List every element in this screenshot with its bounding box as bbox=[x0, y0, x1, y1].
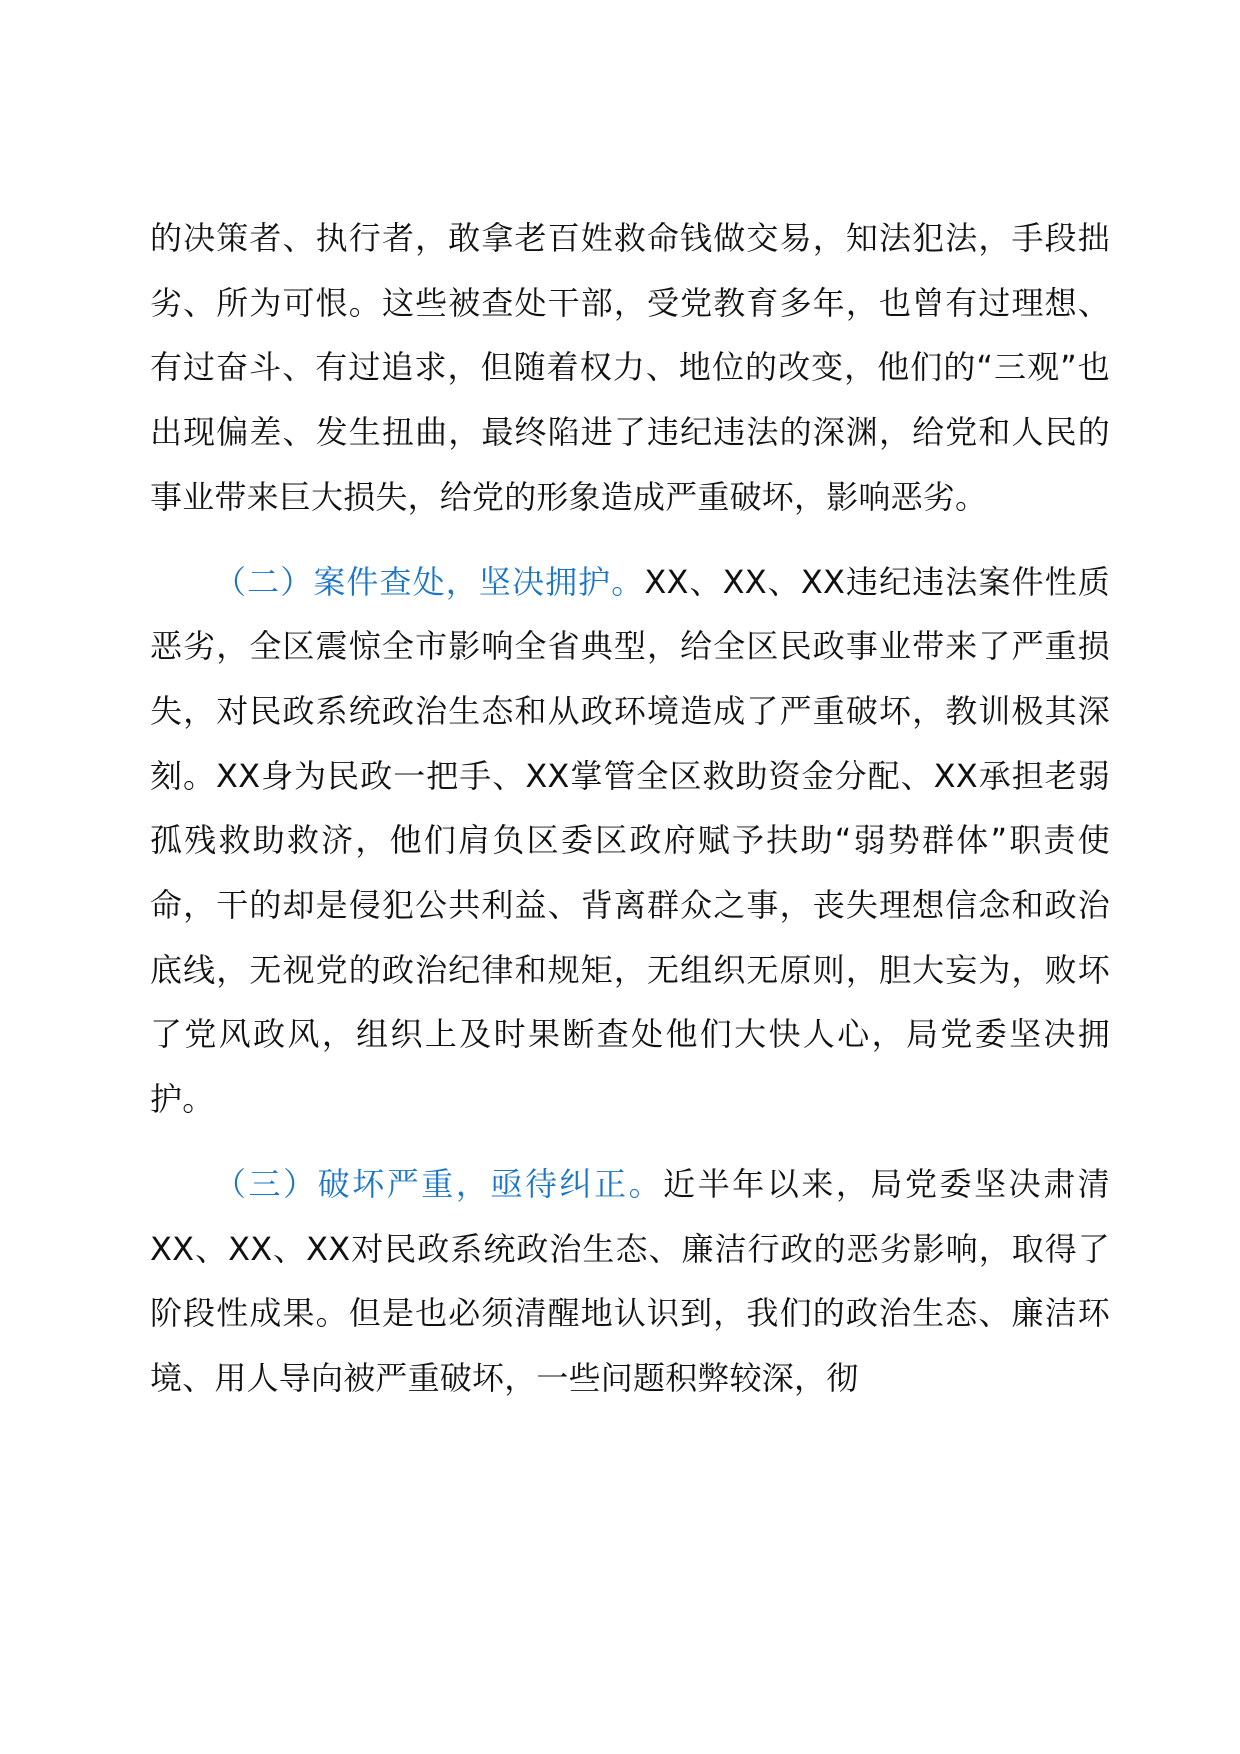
paragraph-gap bbox=[150, 1132, 1110, 1152]
paragraph-continuation bbox=[150, 206, 1110, 530]
section-3-body: 近半年以来，局党委坚决肃清XX、XX、XX对民政系统政治生态、廉洁行政的恶劣影响，取得了阶段性成果。但是也必须清醒地认识到，我们的政治生态、廉洁环境、用人导向被严重破坏，一些问题积弊较深，彻 bbox=[150, 1164, 1110, 1397]
section-3-paragraph bbox=[150, 1152, 1110, 1411]
section-2-heading: （二）案件查处，坚决拥护。 bbox=[214, 562, 645, 601]
paragraph-text: 的决策者、执行者，敢拿老百姓救命钱做交易，知法犯法，手段拙劣、所为可恨。这些被查处干部，受党教育多年，也曾有过理想、有过奋斗、有过追求，但随着权力、地位的改变，他们的“三观”也出现偏差、发生扭曲，最终陷进了违纪违法的深渊，给党和人民的事业带来巨大损失，给党的形象造成严重破坏，影响恶劣。 bbox=[150, 219, 1110, 516]
section-2-body: XX、XX、XX违纪违法案件性质恶劣，全区震惊全市影响全省典型，给全区民政事业带来了严重损失，对民政系统政治生态和从政环境造成了严重破坏，教训极其深刻。XX身为民政一把手、XX掌管全区救助资金分配、XX承担老弱孤残救助救济，他们肩负区委区政府赋予扶助“弱势群体”职责使命，干的却是侵犯公共利益、背离群众之事，丧失理想信念和政治底线，无视党的政治纪律和规矩，无组织无原则，胆大妄为，败坏了党风政风，组织上及时果断查处他们大快人心，局党委坚决拥护。 bbox=[150, 562, 1110, 1119]
paragraph-gap bbox=[150, 530, 1110, 550]
section-3-heading: （三）破坏严重，亟待纠正。 bbox=[214, 1164, 664, 1203]
section-2-paragraph bbox=[150, 550, 1110, 1132]
document-body bbox=[150, 206, 1110, 1411]
